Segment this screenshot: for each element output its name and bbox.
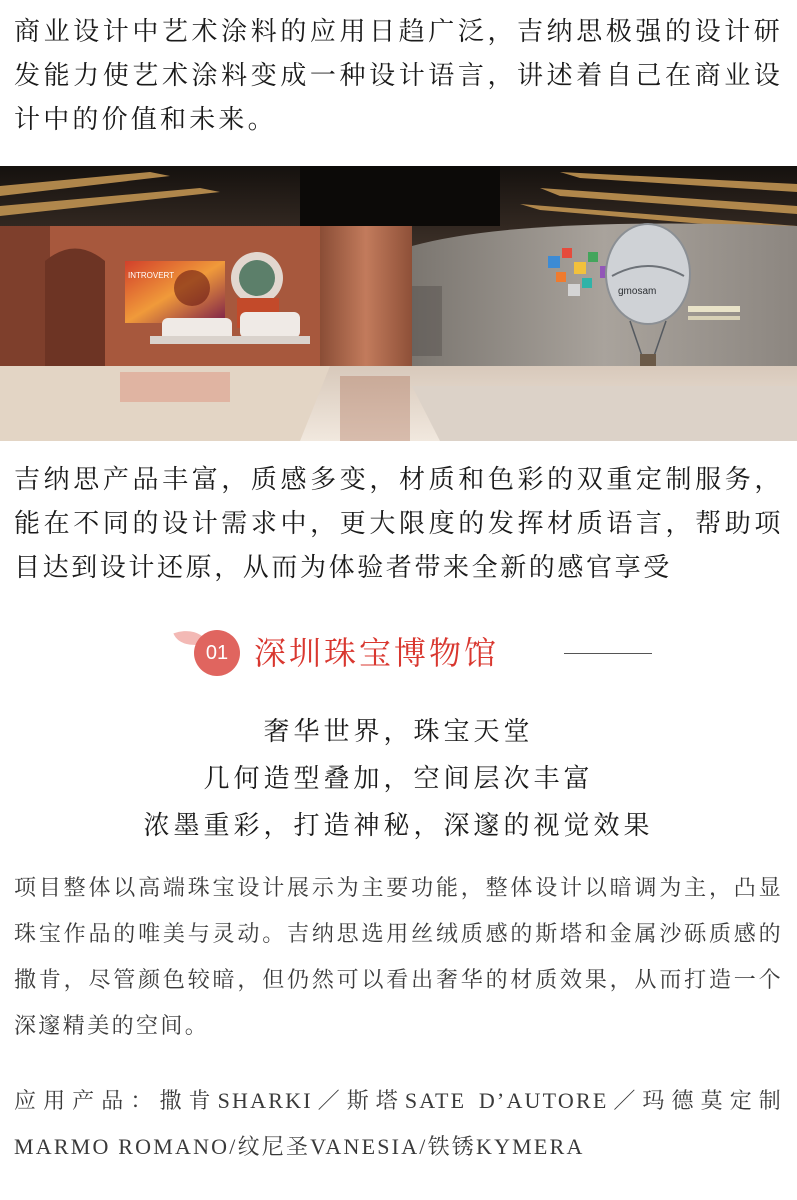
section-number-badge: 01 (194, 630, 240, 676)
screen-text: INTROVERT (128, 271, 175, 280)
project-description: 项目整体以高端珠宝设计展示为主要功能，整体设计以暗调为主，凸显珠宝作品的唯美与灵动。吉纳思选用丝绒质感的斯塔和金属沙砾质感的撒肯，尽管颜色较暗，但仍然可以看出奢华的材质效果，从而打造一个深邃精美的空间。 (14, 876, 783, 1039)
tagline-3: 浓墨重彩，打造神秘，深邃的视觉效果 (143, 811, 654, 841)
tagline-2: 几何造型叠加，空间层次丰富 (203, 764, 594, 794)
wall-sign-text: gmosam (618, 286, 657, 297)
applied-products: 应用产品：撒肯SHARKI／斯塔SATE D’AUTORE／玛德莫定制MARMO ROMANO/纹尼圣VANESIA/铁锈KYMERA (14, 1088, 783, 1159)
photo-illustration (0, 166, 797, 441)
section-heading (176, 626, 676, 682)
heading-divider (564, 653, 652, 654)
products-paragraph: 吉纳思产品丰富，质感多变，材质和色彩的双重定制服务，能在不同的设计需求中，更大限度的发挥材质语言，帮助项目达到设计还原，从而为体验者带来全新的感官享受 (14, 465, 783, 583)
tagline-1: 奢华世界，珠宝天堂 (263, 717, 534, 747)
intro-paragraph: 商业设计中艺术涂料的应用日趋广泛，吉纳思极强的设计研发能力使艺术涂料变成一种设计语言，讲述着自己在商业设计中的价值和未来。 (14, 17, 783, 135)
interior-showroom-photo (0, 166, 797, 441)
section-title: 深圳珠宝博物馆 (254, 634, 500, 672)
